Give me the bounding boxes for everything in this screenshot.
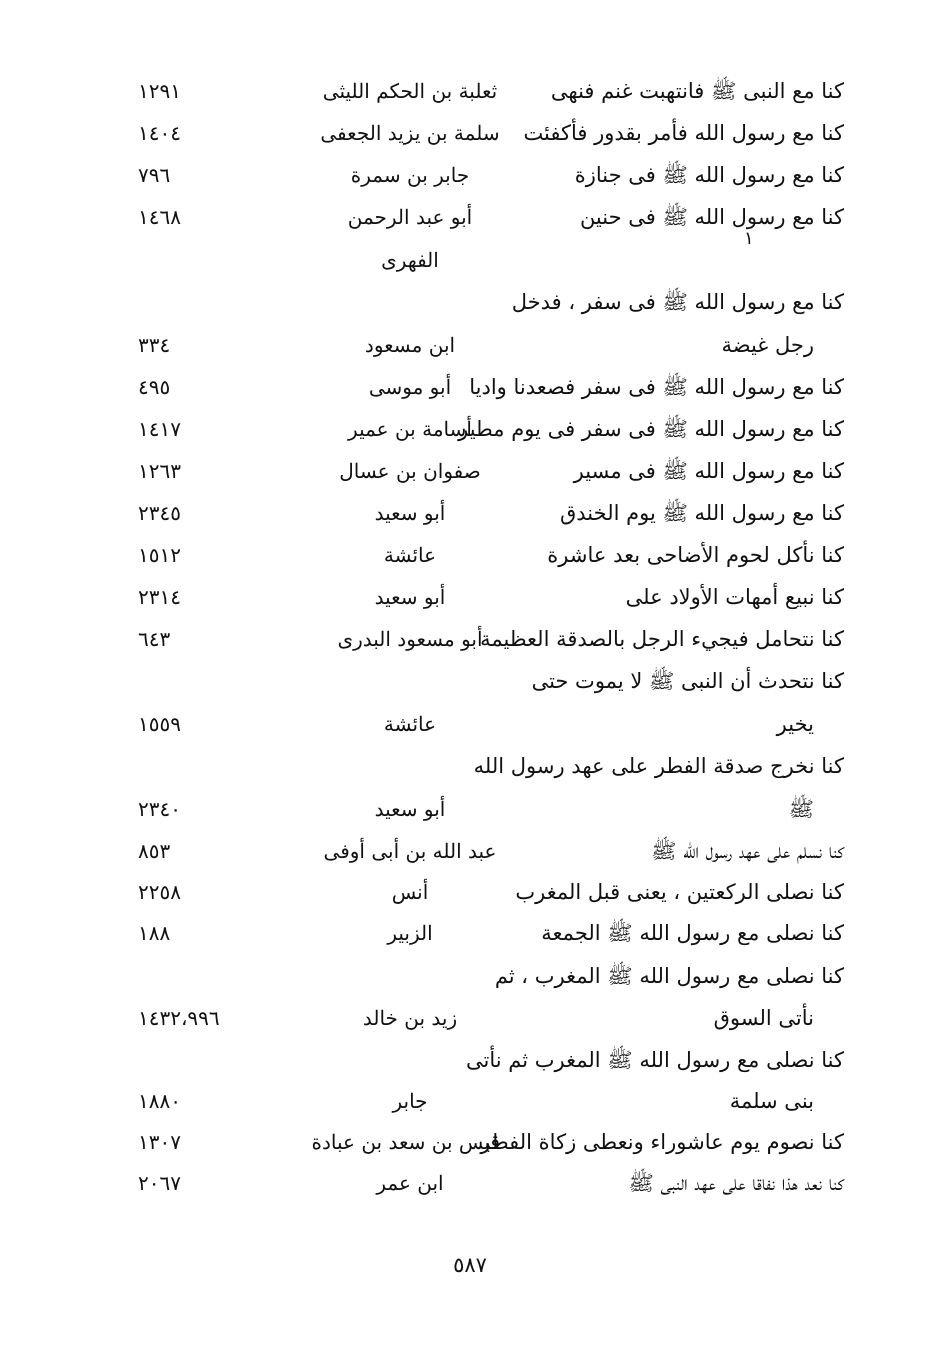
index-row	[0, 493, 940, 533]
narrator-name: صفوان بن عسال	[339, 459, 481, 483]
index-row-continuation	[0, 789, 940, 829]
narrator-name: الزبير	[387, 921, 433, 945]
hadith-number: ١٢٦٣	[138, 459, 181, 483]
hadith-incipit: كنا نسلم على عهد رسول الله ﷺ	[651, 839, 844, 863]
hadith-number	[138, 956, 258, 996]
index-row	[0, 282, 940, 322]
narrator-name: زيد بن خالد	[362, 1006, 458, 1030]
hadith-incipit: كنا مع رسول الله ﷺ فى حنين	[579, 205, 844, 229]
hadith-incipit: كنا نبيع أمهات الأولاد على	[625, 585, 844, 609]
index-row	[0, 956, 940, 996]
index-row-continuation	[0, 998, 940, 1038]
narrator-name: جابر	[392, 1089, 428, 1113]
hadith-incipit: كنا نصلى مع رسول الله ﷺ المغرب ، ثم	[494, 964, 844, 988]
hadith-number	[138, 240, 258, 280]
narrator-name: أنس	[391, 880, 429, 904]
hadith-number: ٧٩٦	[138, 163, 171, 187]
narrator-name: أبو سعيد	[374, 797, 446, 821]
hadith-incipit: يخير	[776, 712, 814, 736]
hadith-incipit: كنا نصلى مع رسول الله ﷺ الجمعة	[541, 921, 844, 945]
narrator-name: أبو سعيد	[374, 501, 446, 525]
narrator-name: أبو مسعود البدرى	[337, 627, 483, 651]
hadith-number: ١٨٨	[138, 921, 171, 945]
hadith-number: ٢٣٤٠	[138, 797, 181, 821]
narrator-name: عائشة	[383, 543, 437, 567]
hadith-number: ١٥٥٩	[138, 712, 181, 736]
index-row	[0, 619, 940, 659]
hadith-incipit: كنا مع رسول الله ﷺ فى سفر ، فدخل	[511, 290, 844, 314]
narrator-name: أبو عبد الرحمن	[347, 205, 473, 229]
narrator-name	[320, 746, 500, 786]
hadith-number	[138, 746, 258, 786]
hadith-incipit: كنا نتحامل فيجيء الرجل بالصدقة العظيمة	[480, 627, 844, 651]
hadith-number	[138, 661, 258, 701]
hadith-incipit: كنا مع رسول الله ﷺ فى مسير	[573, 459, 844, 483]
index-row	[0, 1163, 940, 1203]
hadith-number: ٢٣١٤	[138, 585, 181, 609]
hadith-incipit: كنا نصوم يوم عاشوراء ونعطى زكاة الفطر	[480, 1130, 844, 1154]
index-row	[0, 367, 940, 407]
hadith-incipit: كنا مع النبى ﷺ فانتهبت غنم فنهى	[550, 79, 844, 103]
hadith-number: ٢٠٦٧	[138, 1171, 181, 1195]
index-row	[0, 913, 940, 953]
hadith-incipit: كنا مع رسول الله ﷺ يوم الخندق	[559, 501, 844, 525]
index-row-continuation	[0, 1081, 940, 1121]
hadith-incipit: كنا نصلى مع رسول الله ﷺ المغرب ثم نأتى	[466, 1048, 844, 1072]
page-number: ٥٨٧	[453, 1253, 487, 1277]
index-row	[0, 155, 940, 195]
hadith-number: ١٣٠٧	[138, 1130, 181, 1154]
narrator-name: سلمة بن يزيد الجعفى	[320, 121, 500, 145]
hadith-incipit: ﷺ	[788, 797, 814, 821]
hadith-incipit: نأتى السوق	[713, 1006, 814, 1030]
index-row	[0, 577, 940, 617]
hadith-incipit	[514, 240, 844, 280]
index-row	[0, 409, 940, 449]
hadith-incipit: كنا نتحدث أن النبى ﷺ لا يموت حتى	[531, 669, 844, 693]
narrator-name: أسامة بن عمير	[348, 417, 472, 441]
narrator-name	[320, 661, 500, 701]
hadith-number	[138, 282, 258, 322]
footnote-marker: ١	[744, 228, 754, 249]
index-row	[0, 451, 940, 491]
index-row	[0, 661, 940, 701]
hadith-number: ٣٣٤	[138, 333, 171, 357]
narrator-name: ابن عمر	[376, 1171, 444, 1195]
narrator-name: جابر بن سمرة	[350, 163, 470, 187]
index-row	[0, 71, 940, 111]
narrator-name: الفهرى	[381, 248, 439, 272]
narrator-name	[320, 956, 500, 996]
hadith-incipit: كنا نخرج صدقة الفطر على عهد رسول الله	[473, 754, 844, 778]
hadith-number: ٨٥٣	[138, 839, 171, 863]
narrator-name: قيس بن سعد بن عبادة	[311, 1130, 500, 1154]
hadith-number: ١٢٩١	[138, 79, 181, 103]
narrator-name: ابن مسعود	[364, 333, 456, 357]
index-row-continuation	[0, 704, 940, 744]
hadith-number: ٢٣٤٥	[138, 501, 181, 525]
hadith-number: ٤٩٥	[138, 375, 171, 399]
narrator-name: عبد الله بن أبى أوفى	[323, 839, 497, 863]
hadith-incipit: كنا نأكل لحوم الأضاحى بعد عاشرة	[547, 543, 844, 567]
index-row-continuation	[0, 240, 940, 280]
hadith-number: ١٨٨٠	[138, 1089, 181, 1113]
hadith-incipit: رجل غيضة	[721, 333, 814, 357]
narrator-name	[320, 282, 500, 322]
hadith-number: ١٥١٢	[138, 543, 181, 567]
index-row	[0, 1122, 940, 1162]
hadith-incipit: كنا مع رسول الله فأمر بقدور فأكفئت	[523, 121, 844, 145]
index-row-continuation	[0, 325, 940, 365]
hadith-number: ١٤٣٢،٩٩٦	[138, 1006, 220, 1030]
hadith-number: ٢٢٥٨	[138, 880, 181, 904]
index-row	[0, 1040, 940, 1080]
hadith-number: ١٤٠٤	[138, 121, 181, 145]
narrator-name: أبو سعيد	[374, 585, 446, 609]
index-row	[0, 746, 940, 786]
hadith-number: ١٤٦٨	[138, 205, 181, 229]
narrator-name: ثعلبة بن الحكم الليثى	[322, 79, 498, 103]
index-row	[0, 831, 940, 871]
hadith-incipit: بنى سلمة	[729, 1089, 814, 1113]
hadith-incipit: كنا مع رسول الله ﷺ فى جنازة	[574, 163, 844, 187]
index-row	[0, 535, 940, 575]
hadith-incipit: كنا مع رسول الله ﷺ فى سفر فصعدنا واديا	[469, 375, 844, 399]
hadith-number: ٦٤٣	[138, 627, 171, 651]
index-row	[0, 113, 940, 153]
narrator-name: أبو موسى	[368, 375, 452, 399]
hadith-number	[138, 1040, 258, 1080]
narrator-name	[320, 1040, 500, 1080]
hadith-number: ١٤١٧	[138, 417, 181, 441]
narrator-name: عائشة	[383, 712, 437, 736]
hadith-incipit: كنا مع رسول الله ﷺ فى سفر فى يوم مطير	[458, 417, 844, 441]
index-row	[0, 872, 940, 912]
hadith-incipit: كنا نصلى الركعتين ، يعنى قبل المغرب	[515, 880, 844, 904]
hadith-incipit: كنا نعد هذا نفاقا على عهد النبى ﷺ	[628, 1171, 844, 1195]
index-row	[0, 197, 940, 237]
